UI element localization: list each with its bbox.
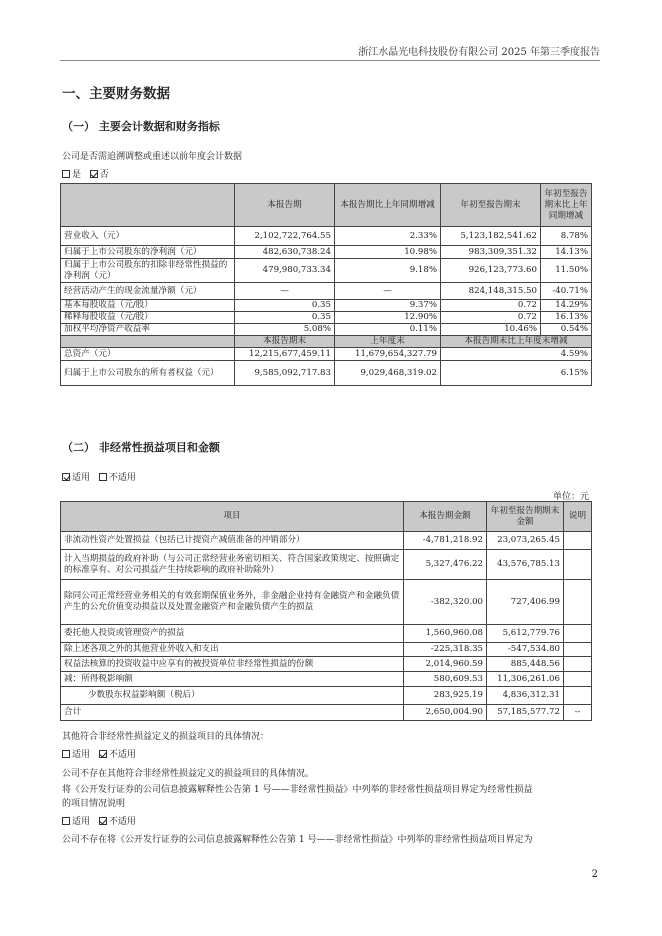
option-no-label: 否 [99,170,109,180]
row-label: 权益法核算的投资收益中应享有的被投资单位非经常性损益的份额 [61,657,404,672]
cell-value: 12.90% [335,312,441,324]
table-row [61,361,592,386]
cell-value: 57,185,577.72 [487,705,564,721]
table-row [61,324,592,336]
cell-value: 10.98% [335,246,441,259]
cell-value: 0.35 [235,312,335,324]
cell-value: 479,980,733.34 [235,259,335,283]
cell-note [564,657,592,672]
cell-note: -- [564,705,592,721]
row-label: 少数股东权益影响额（税后） [61,687,404,705]
row-label: 减：所得税影响额 [61,672,404,687]
cell-value: 12,215,677,459.11 [235,348,335,361]
table-row [61,532,592,550]
checkbox-not-applicable[interactable] [99,750,107,758]
cell-note [564,550,592,580]
cell-value: 4.59% [441,348,592,361]
checkbox-applicable[interactable] [62,473,70,481]
option-yes-label: 是 [72,170,82,180]
subsection-2-title: （二） 非经常性损益项目和金额 [62,441,220,454]
table-row [61,580,592,625]
cell-value: 2,650,004.90 [404,705,487,721]
checkbox-yes[interactable] [62,170,70,178]
header-cell: 本报告期金额 [404,502,487,532]
table-row [61,312,592,324]
restatement-question: 公司是否需追溯调整或重述以前年度会计数据 [62,152,243,162]
cell-value: 2,102,722,764.55 [235,227,335,246]
other-items-options [62,747,136,760]
cell-note [564,532,592,550]
row-label: 经营活动产生的现金流量净额（元） [61,283,235,300]
row-label: 合计 [61,705,404,721]
cell-value: 0.72 [441,300,541,312]
option-not-applicable-label: 不适用 [108,817,136,827]
cell-value: 727,406.99 [487,580,564,625]
header-cell: 年初至报告期期末金额 [487,502,564,532]
note-other-items: 其他符合非经常性损益定义的损益项目的具体情况： [62,732,270,742]
table-row [61,227,592,246]
checkbox-applicable[interactable] [62,750,70,758]
row-label: 营业收入（元） [61,227,235,246]
cell-value: -225,318.35 [404,643,487,657]
cell-value: 8.78% [541,227,592,246]
header-cell: 年初至报告期末比上年同期增减 [541,184,592,227]
cell-value: 2,014,960.59 [404,657,487,672]
note-no-other-items: 公司不存在其他符合非经常性损益定义的损益项目的具体情况。 [62,769,315,779]
table-row [61,643,592,657]
cell-value: 9,029,468,319.02 [335,361,441,386]
cell-value: 0.72 [441,312,541,324]
cell-value: 11,679,654,327.79 [335,348,441,361]
cell-note [564,687,592,705]
cell-value: 580,609.53 [404,672,487,687]
option-not-applicable-label: 不适用 [108,750,136,760]
header-title: 浙江水晶光电科技股份有限公司 2025 年第三季度报告 [358,47,600,58]
financial-data-table [60,183,592,386]
cell-value: -4,781,218.92 [404,532,487,550]
cell-value: 824,148,315.50 [441,283,541,300]
row-label: 除上述各项之外的其他营业外收入和支出 [61,643,404,657]
option-applicable-label: 适用 [72,750,91,760]
table-header-row [61,502,592,532]
cell-value: — [335,283,441,300]
cell-value: 6.15% [441,361,592,386]
cell-value: 482,630,738.24 [235,246,335,259]
table-row [61,246,592,259]
cell-note [564,580,592,625]
cell-value: 9,585,092,717.83 [235,361,335,386]
row-label: 归属于上市公司股东的扣除非经常性损益的净利润（元） [61,259,235,283]
row-label: 委托他人投资或管理资产的损益 [61,625,404,643]
row-label: 归属于上市公司股东的净利润（元） [61,246,235,259]
subsection-1-title: （一） 主要会计数据和财务指标 [62,120,220,133]
header-cell [61,184,235,227]
cell-value: 2.33% [335,227,441,246]
cell-value: -382,320.00 [404,580,487,625]
cell-value: 5,612,779.76 [487,625,564,643]
cell-value: 11,306,261.06 [487,672,564,687]
option-applicable-label: 适用 [72,473,91,483]
note-reclassification-cont: 的项目情况说明 [62,799,126,809]
non-recurring-items-table [60,501,592,721]
table-header-row [61,184,592,227]
header-cell: 项目 [61,502,404,532]
option-applicable-label: 适用 [72,817,91,827]
table-row [61,625,592,643]
table-row [61,550,592,580]
cell-value: — [235,283,335,300]
cell-note [564,672,592,687]
checkbox-not-applicable[interactable] [99,817,107,825]
cell-value: 1,560,960.08 [404,625,487,643]
cell-value: 10.46% [441,324,541,336]
cell-note [564,625,592,643]
row-label: 总资产（元） [61,348,235,361]
cell-value: 14.29% [541,300,592,312]
cell-note [564,643,592,657]
header-cell: 本报告期末 [235,336,335,348]
cell-value: 16.13% [541,312,592,324]
reclassification-options [62,814,136,827]
row-label: 稀释每股收益（元/股） [61,312,235,324]
cell-value: 0.11% [335,324,441,336]
row-label: 计入当期损益的政府补助（与公司正常经营业务密切相关、符合国家政策规定、按照确定的标准享有、对公司损益产生持续影响的政府补助除外） [61,550,404,580]
cell-value: 43,576,785.13 [487,550,564,580]
row-label: 加权平均净资产收益率 [61,324,235,336]
cell-value: 23,073,265.45 [487,532,564,550]
cell-value: -547,534.80 [487,643,564,657]
table-row [61,348,592,361]
cell-value: 11.50% [541,259,592,283]
header-cell: 说明 [564,502,592,532]
checkbox-not-applicable[interactable] [99,473,107,481]
cell-value: -40.71% [541,283,592,300]
header-divider [60,60,600,61]
header-cell: 本报告期比上年同期增减 [335,184,441,227]
header-cell [61,336,235,348]
cell-value: 0.35 [235,300,335,312]
table-row [61,687,592,705]
header-cell: 本报告期末比上年度末增减 [441,336,592,348]
option-not-applicable-label: 不适用 [108,473,136,483]
cell-value: 5,123,182,541.62 [441,227,541,246]
row-label: 归属于上市公司股东的所有者权益（元） [61,361,235,386]
checkbox-applicable[interactable] [62,817,70,825]
table-row [61,672,592,687]
cell-value: 9.37% [335,300,441,312]
unit-label: 单位：元 [552,492,589,502]
table-total-row [61,705,592,721]
cell-value: 885,448.56 [487,657,564,672]
row-label: 除同公司正常经营业务相关的有效套期保值业务外，非金融企业持有金融资产和金融负债产生的公允价值变动损益以及处置金融资产和金融负债产生的损益 [61,580,404,625]
header-cell: 本报告期 [235,184,335,227]
note-no-reclassification: 公司不存在将《公开发行证券的公司信息披露解释性公告第 1 号——非经常性损益》中列举的非经常性损益项目界定为 [62,835,533,845]
section-title: 一、主要财务数据 [62,86,170,102]
note-reclassification: 将《公开发行证券的公司信息披露解释性公告第 1 号——非经常性损益》中列举的非经常性损益项目界定为经常性损益 [62,785,533,795]
row-label: 基本每股收益（元/股） [61,300,235,312]
cell-value: 0.54% [541,324,592,336]
page-number: 2 [591,869,598,880]
cell-value: 4,836,312.31 [487,687,564,705]
row-label: 非流动性资产处置损益（包括已计提资产减值准备的冲销部分） [61,532,404,550]
table-row [61,259,592,283]
header-cell: 年初至报告期末 [441,184,541,227]
cell-value: 983,309,351.32 [441,246,541,259]
cell-value: 926,123,773.60 [441,259,541,283]
cell-value: 283,925.19 [404,687,487,705]
table-row [61,657,592,672]
cell-value: 5.08% [235,324,335,336]
header-cell: 上年度末 [335,336,441,348]
table-subheader-row [61,336,592,348]
table-row [61,283,592,300]
cell-value: 9.18% [335,259,441,283]
cell-value: 5,327,476.22 [404,550,487,580]
checkbox-no[interactable] [90,170,98,178]
applicability-options [62,470,136,483]
restatement-options [62,167,109,180]
table-row [61,300,592,312]
cell-value: 14.13% [541,246,592,259]
